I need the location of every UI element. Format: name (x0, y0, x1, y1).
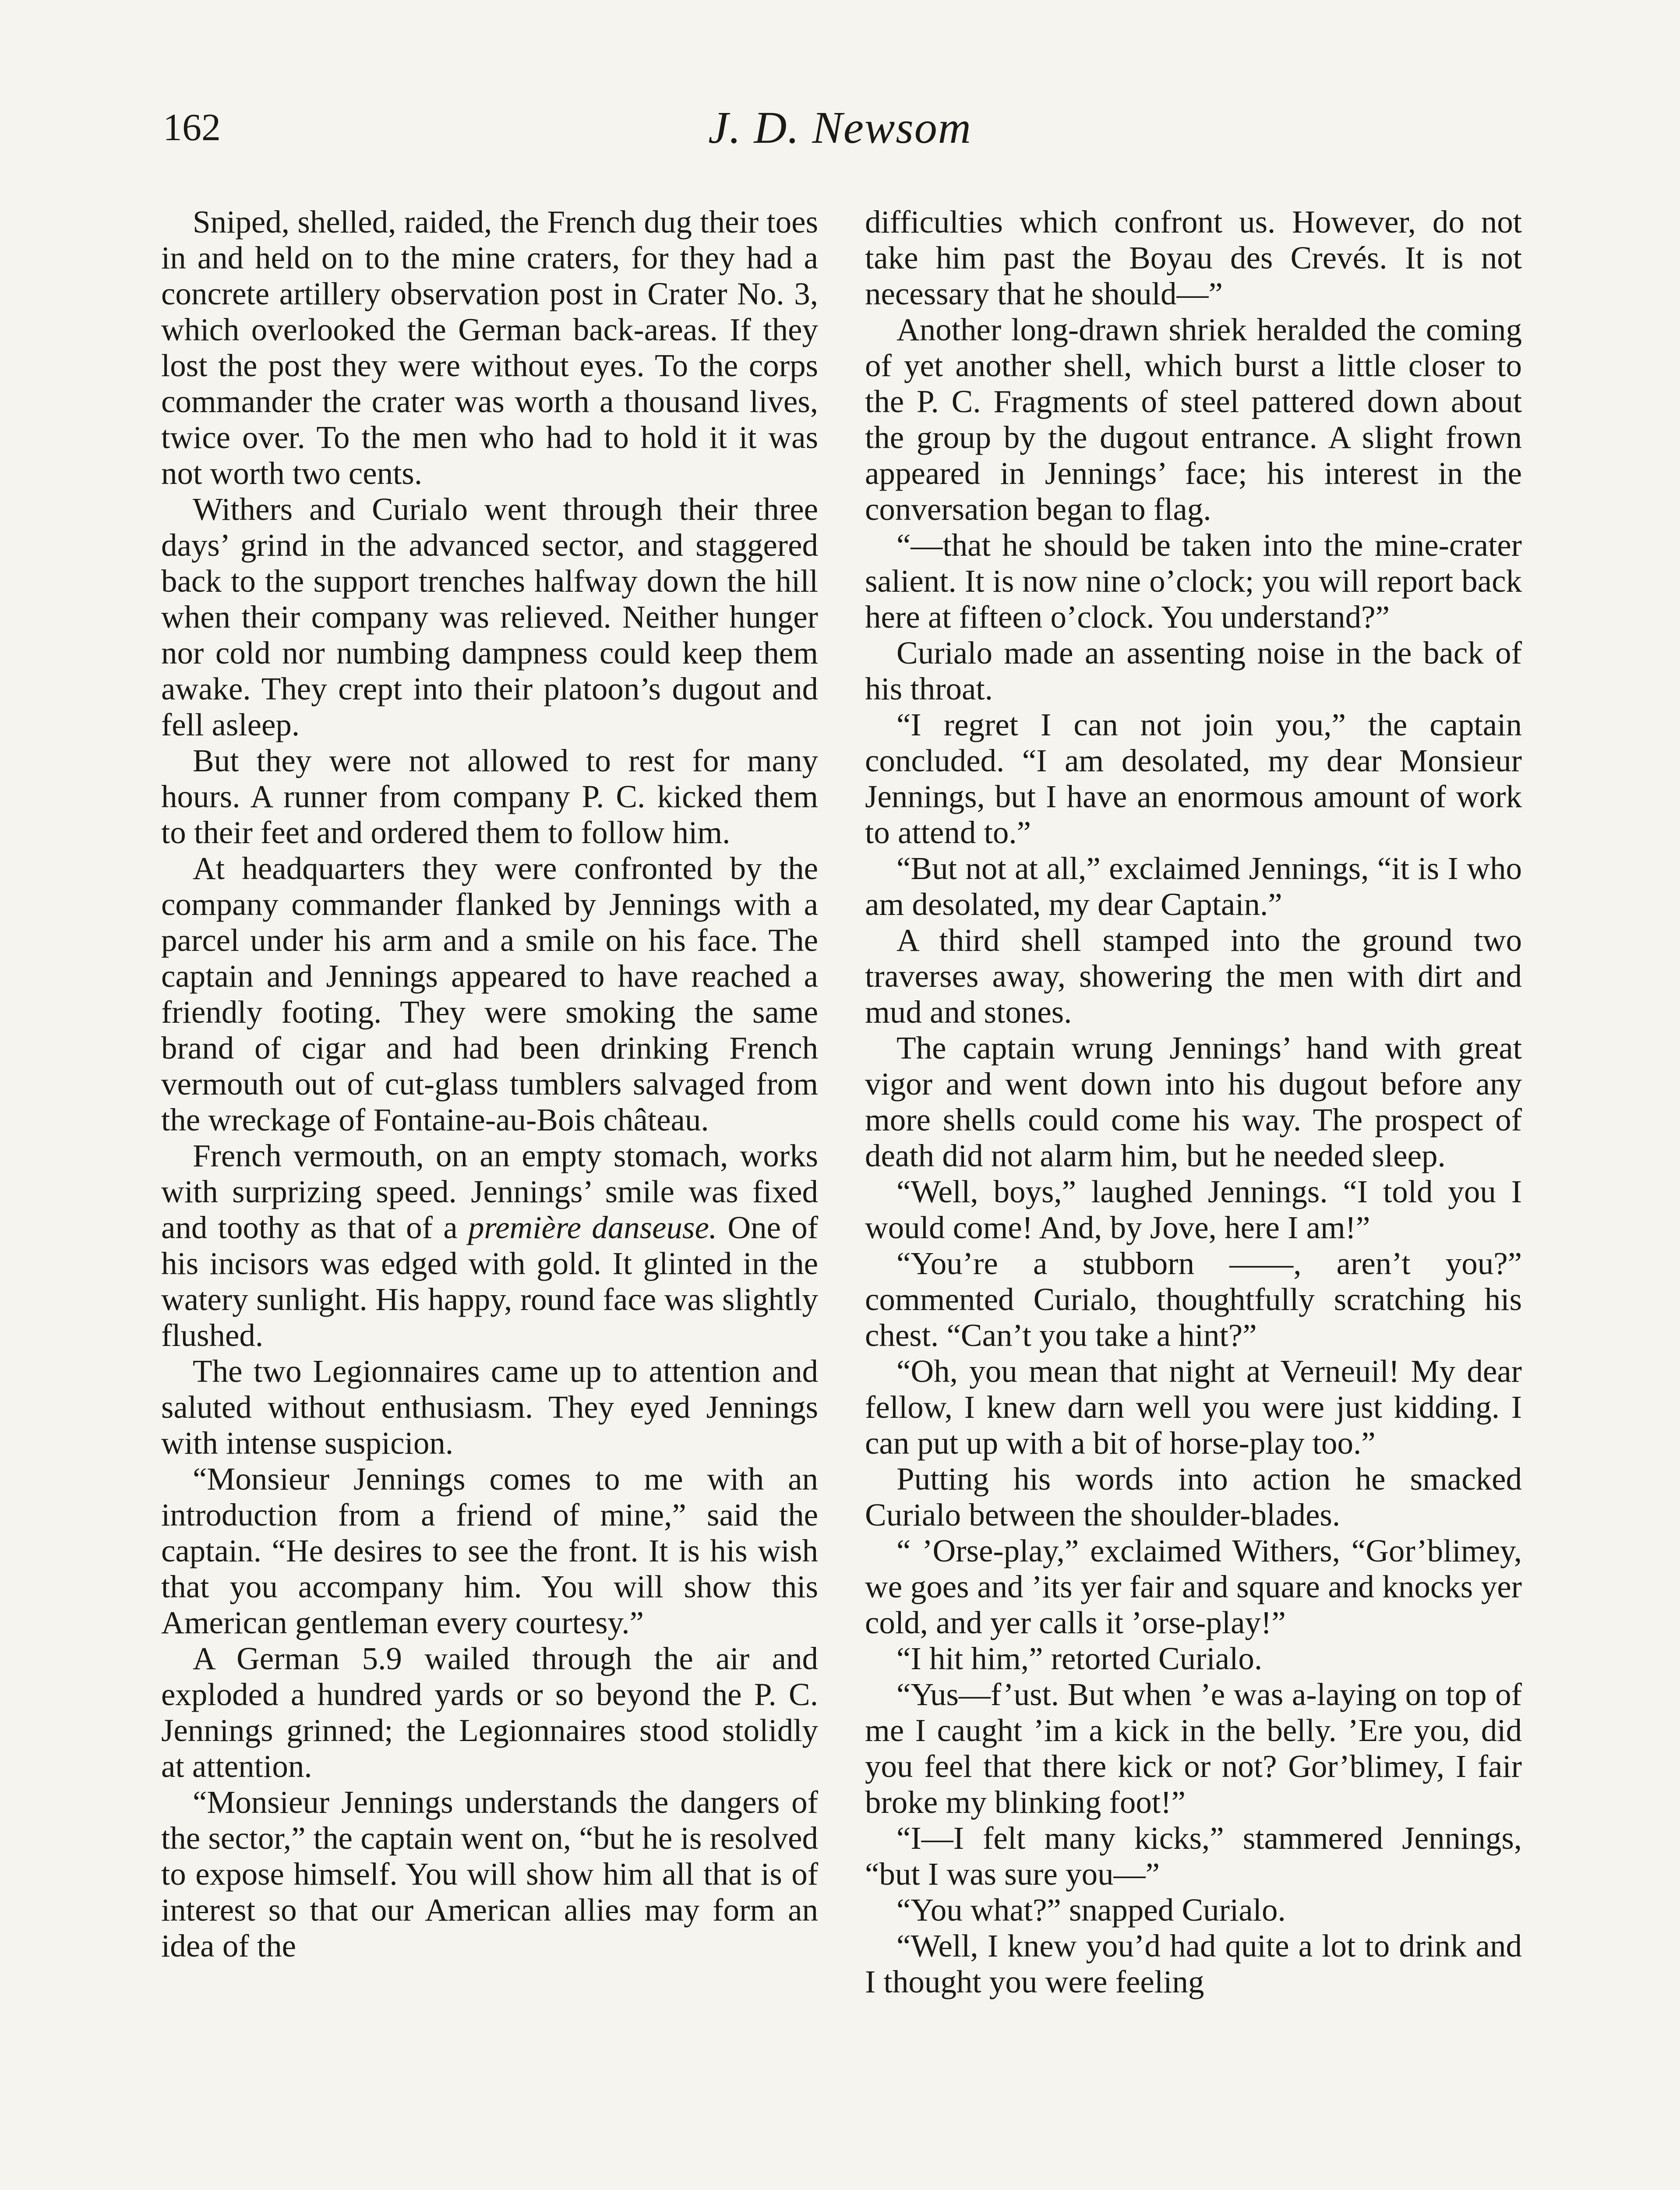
right-column (865, 204, 1522, 2000)
paragraph: The captain wrung Jennings’ hand with great vigor and went down into his dugout before any more shells could come his way. The prospect of death did not alarm him, but he needed sleep. (865, 1030, 1522, 1173)
paragraph: At headquarters they were confronted by the company commander flanked by Jennings with a parcel under his arm and a smile on his face. The captain and Jennings appeared to have reached a friendly footing. They were smoking the same brand of cigar and had been drinking French vermouth out of cut-glass tumblers salvaged from the wreckage of Fontaine-au-Bois château. (161, 851, 818, 1137)
paragraph: “Well, I knew you’d had quite a lot to drink and I thought you were feeling (865, 1928, 1522, 1999)
paragraph (161, 1138, 818, 1353)
paragraph: Sniped, shelled, raided, the French dug their toes in and held on to the mine craters, for they had a concrete artillery observation post in Crater No. 3, which overlooked the German back-areas. If they lost the post they were without eyes. To the corps commander the crater was worth a thousand lives, twice over. To the men who had to hold it it was not worth two cents. (161, 204, 818, 491)
paragraph: A German 5.9 wailed through the air and exploded a hundred yards or so beyond the P. C. Jennings grinned; the Legionnaires stood stolidly at attention. (161, 1641, 818, 1784)
paragraph: “You’re a stubborn ——, aren’t you?” commented Curialo, thoughtfully scratching his chest. “Can’t you take a hint?” (865, 1246, 1522, 1353)
paragraph: Another long-drawn shriek heralded the coming of yet another shell, which burst a little closer to the P. C. Fragments of steel pattered down about the group by the dugout entrance. A slight frown appeared in Jennings’ face; his interest in the conversation began to flag. (865, 312, 1522, 527)
paragraph: But they were not allowed to rest for many hours. A runner from company P. C. kicked them to their feet and ordered them to follow him. (161, 743, 818, 850)
paragraph: “But not at all,” exclaimed Jennings, “it is I who am desolated, my dear Captain.” (865, 851, 1522, 922)
paragraph: “—that he should be taken into the mine-crater salient. It is now nine o’clock; you will report back here at fifteen o’clock. You understand?” (865, 527, 1522, 635)
paragraph-text: French vermouth, on an empty stomach, works with surprizing speed. Jennings’ smile was fixed and toothy as that of a (161, 1138, 818, 1245)
paragraph: Withers and Curialo went through their three days’ grind in the advanced sector, and staggered back to the support trenches halfway down the hill when their company was relieved. Neither hunger nor cold nor numbing dampness could keep them awake. They crept into their platoon’s dugout and fell asleep. (161, 491, 818, 742)
paragraph: “I—I felt many kicks,” stammered Jennings, “but I was sure you—” (865, 1820, 1522, 1892)
italic-phrase: première danseuse. (468, 1210, 717, 1245)
paragraph-text: One of his incisors was edged with gold. It glinted in the watery sunlight. His happy, round face was slightly flushed. (161, 1210, 819, 1353)
paragraph: “I hit him,” retorted Curialo. (896, 1641, 1263, 1676)
paragraph: “Yus—f’ust. But when ’e was a-laying on top of me I caught ’im a kick in the belly. ’Ere you, did you feel that there kick or not? Gor’blimey, I fair broke my blinking foot!” (865, 1677, 1522, 1820)
paragraph: The two Legionnaires came up to attention and saluted without enthusiasm. They eyed Jennings with intense suspicion. (161, 1353, 818, 1461)
paragraph: “I regret I can not join you,” the captain concluded. “I am desolated, my dear Monsieur Jennings, but I have an enormous amount of work to attend to.” (865, 707, 1522, 850)
paragraph-continued: difficulties which confront us. However, do not take him past the Boyau des Crevés. It is not necessary that he should—” (865, 204, 1522, 311)
paragraph: Putting his words into action he smacked Curialo between the shoulder-blades. (865, 1461, 1522, 1533)
page-number: 162 (163, 106, 221, 149)
paragraph: “Oh, you mean that night at Verneuil! My dear fellow, I knew darn well you were just kidding. I can put up with a bit of horse-play too.” (865, 1353, 1522, 1461)
paragraph: “ ’Orse-play,” exclaimed Withers, “Gor’blimey, we goes and ’its yer fair and square and knocks yer cold, and yer calls it ’orse-play!” (865, 1533, 1522, 1640)
paragraph: Curialo made an assenting noise in the back of his throat. (865, 635, 1522, 706)
paragraph: “Well, boys,” laughed Jennings. “I told you I would come! And, by Jove, here I am!” (865, 1174, 1522, 1245)
paragraph: A third shell stamped into the ground two traverses away, showering the men with dirt and mud and stones. (865, 922, 1522, 1030)
running-head: J. D. Newsom (708, 102, 972, 153)
paragraph: “Monsieur Jennings comes to me with an introduction from a friend of mine,” said the captain. “He desires to see the front. It is his wish that you accompany him. You will show this American gentleman every courtesy.” (161, 1461, 818, 1640)
left-column (161, 204, 818, 1964)
paragraph: “Monsieur Jennings understands the dangers of the sector,” the captain went on, “but he is resolved to expose himself. You will show him all that is of interest so that our American allies may form an idea of the (161, 1784, 818, 1964)
paragraph: “You what?” snapped Curialo. (896, 1892, 1286, 1928)
